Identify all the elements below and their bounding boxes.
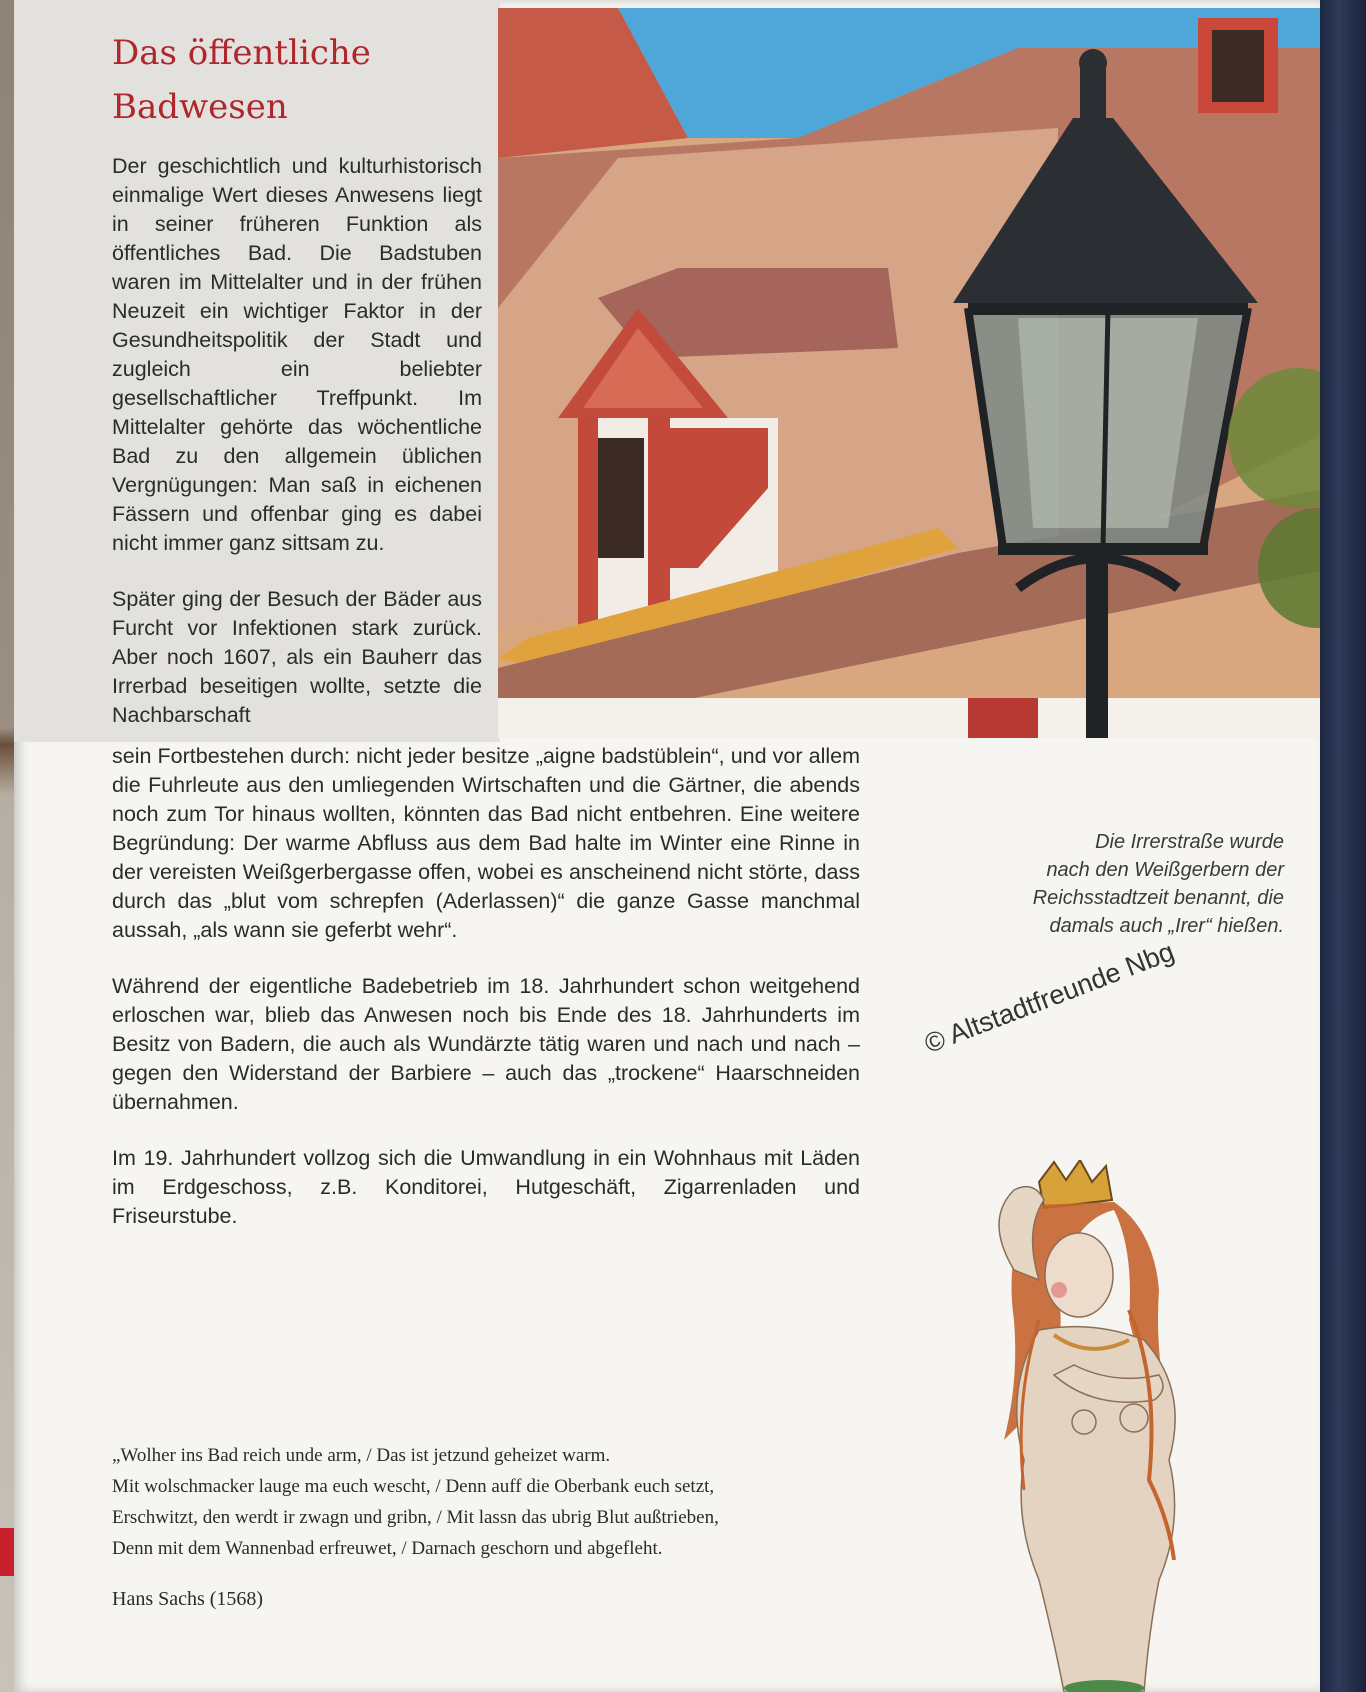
main-paragraph: sein Fortbestehen durch: nicht jeder besitze „aigne badstüblein“, und vor allem die Fuhrleute aus den umliegenden Wirtschaften und die Gärtner, die abends noch zum Tor hinaus wollten, könnten das Bad nicht entbehren. Eine weitere Begründung: Der warme Abfluss aus dem Bad halte im Winter eine Rinne in der vereisten Weißgerbergasse offen, wobei es anscheinend nicht störte, dass durch das „blut vom schrepfen (Aderlassen)“ die ganze Gasse manchmal aussah, „als wann sie geferbt wehr“. <box>112 744 860 942</box>
main-paragraph: Im 19. Jahrhundert vollzog sich die Umwandlung in ein Wohnhaus mit Läden im Erdgeschoss, z.B. Konditorei, Hutgeschäft, Zigarrenladen und Friseurstube. <box>112 1146 860 1228</box>
title-line-2: Badwesen <box>112 87 288 127</box>
column-paragraph: Der geschichtlich und kulturhistorisch einmalige Wert dieses Anwesens liegt in seiner früheren Funktion als öffentliches Bad. Die Badstuben waren im Mittelalter und in der frühen Neuzeit ein wichtiger Faktor in der Gesundheitspolitik der Stadt und zugleich ein beliebter gesellschaftlicher Treffpunkt. Im Mittelalter gehörte das wöchentliche Bad zu den allgemein üblichen Vergnügungen: Man saß in eichenen Fässern und offenbar ging es dabei nicht immer ganz sittsam zu. <box>112 154 482 555</box>
book-page <box>14 0 1320 1692</box>
caption-line: nach den Weißgerbern der <box>1046 859 1284 881</box>
photo-illustration <box>498 8 1320 738</box>
caption-line: Reichsstadtzeit benannt, die <box>1032 887 1284 909</box>
copyright-watermark: © Altstadtfreunde Nbg <box>920 936 1179 1060</box>
quote-line: Denn mit dem Wannenbad erfreuwet, / Darnach geschorn und abgefleht. <box>112 1538 663 1559</box>
column-paragraph: Später ging der Besuch der Bäder aus Furcht vor Infektionen stark zurück. Aber noch 1607, als ein Bauherr das Irrerbad beseitigen wollte, setzte die Nachbarschaft <box>112 587 482 727</box>
bather-illustration <box>944 1160 1304 1692</box>
quote-line: Erschwitzt, den werdt ir zwagn und gribn, / Mit lassn das ubrig Blut außtrieben, <box>112 1507 719 1528</box>
quote-author: Hans Sachs (1568) <box>112 1588 264 1610</box>
intro-column <box>112 152 482 757</box>
main-paragraph: Während der eigentliche Badebetrieb im 18. Jahrhundert schon weitgehend erloschen war, blieb das Anwesen noch bis Ende des 18. Jahrhunderts im Besitz von Badern, die auch als Wundärzte tätig waren und nach und nach – gegen den Widerstand der Barbiere – auch das „trockene“ Haarschneiden übernahmen. <box>112 974 860 1114</box>
poem-quote <box>112 1440 872 1564</box>
caption-line: damals auch „Irer“ hießen. <box>1049 915 1284 937</box>
main-text <box>112 742 860 1258</box>
title-line-1: Das öffentliche <box>112 33 371 73</box>
quote-line: „Wolher ins Bad reich unde arm, / Das ist jetzund geheizet warm. <box>112 1445 611 1466</box>
photo-caption <box>984 828 1284 940</box>
bather-figure-drawing <box>944 1160 1304 1692</box>
page-title <box>112 26 472 134</box>
street-lamp-photo <box>498 8 1320 738</box>
caption-line: Die Irrerstraße wurde <box>1095 831 1284 853</box>
book-cover-edge <box>1320 0 1366 1692</box>
quote-line: Mit wolschmacker lauge ma euch wescht, / Denn auff die Oberbank euch setzt, <box>112 1476 715 1497</box>
